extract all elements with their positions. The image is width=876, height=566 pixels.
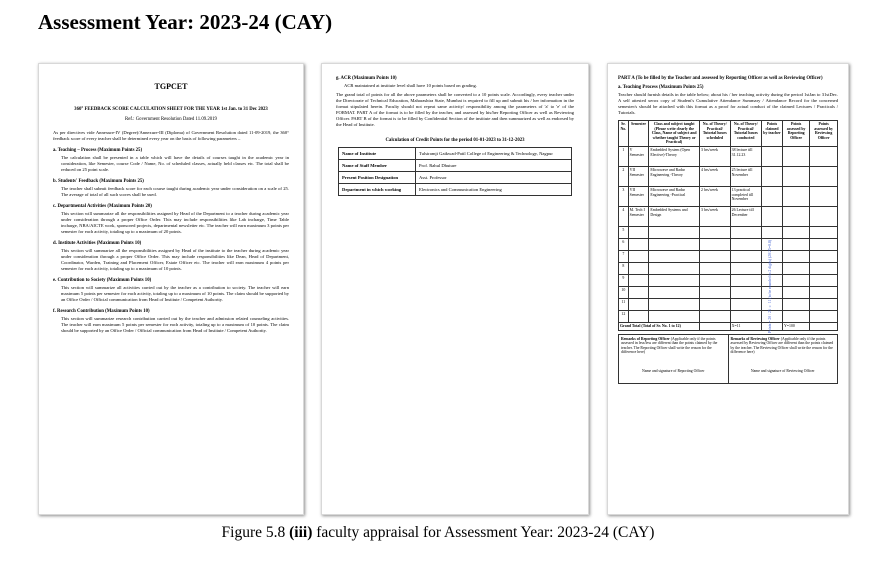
table-row	[619, 186, 838, 206]
field-label: Present Position Designation	[339, 172, 416, 184]
sr-no-cell: 6	[619, 238, 629, 250]
reporting-remarks-note: (Applicable only if the points assessed in less/less are different than the points claimed by the teacher. The Reporting Officer shall write the reason for the difference here)	[621, 336, 718, 355]
field-label: Department in which working	[339, 184, 416, 196]
points-claimed-cell	[762, 206, 783, 226]
table-row	[619, 298, 838, 310]
reviewing-points-cell	[810, 146, 838, 166]
reference-line: Ref.: Government Resolution Dated 11.09.2019	[125, 117, 217, 122]
hours-conducted-cell	[730, 262, 761, 274]
reporting-remarks-title: Remarks of Reporting Officer	[621, 336, 670, 341]
subject-cell	[649, 286, 700, 298]
sr-no-cell: 12	[619, 310, 629, 322]
sheet-title: 360° FEEDBACK SCORE CALCULATION SHEET FOR THE YEAR 1st Jan. to 31 Dec 2023	[74, 107, 268, 112]
reviewing-points-cell	[810, 310, 838, 322]
semester-cell: M. Tech I Semester	[628, 206, 649, 226]
table-row	[619, 310, 838, 322]
reporting-points-cell	[783, 166, 810, 186]
hours-conducted-cell: 25 lecture till November	[730, 166, 761, 186]
hours-scheduled-cell	[699, 250, 730, 262]
page-heading: Assessment Year: 2023-24 (CAY)	[38, 10, 333, 34]
grand-total-x: X=11	[730, 322, 761, 330]
semester-cell: VII Semester	[628, 186, 649, 206]
subject-cell	[649, 238, 700, 250]
reporting-points-cell	[783, 186, 810, 206]
document-page-2	[321, 63, 589, 515]
parameter-title: f. Research Contribution (Maximum Points 10)	[53, 309, 150, 314]
table-row	[619, 274, 838, 286]
points-claimed-cell	[762, 226, 783, 238]
table-row	[619, 250, 838, 262]
hours-scheduled-cell	[699, 226, 730, 238]
grand-total-y: Y=100	[783, 322, 810, 330]
reviewing-points-cell	[810, 250, 838, 262]
parameter-description: This section will summarize research contribution carried out by the teacher and admission related counseling activities. The teacher will earn maximum 5 points per semester for each activity, totaling up to a maximum of 10 points. The claim should be supported by an Office Order / Official communication from Head of Institute / Competent Authority.	[61, 316, 289, 333]
points-claimed-cell	[762, 186, 783, 206]
reviewing-points-cell	[810, 226, 838, 238]
points-claimed-cell	[762, 298, 783, 310]
parameter-description: This section will summarize all the responsibilities assigned by Head of the institute to the teacher during academic year under consideration through a proper Office Order. This may include responsibilities like Dean, Head of Department, Coordinator, Warden, Training and Placement Officer, Estate Officer etc. The teacher will earn maximum 4 points per semester for each activity, totaling up to a maximum of 10 points.	[61, 248, 289, 271]
parameter-description: This section will summarize all activities carried out by the teacher as a contribution to society. The teacher will earn maximum 5 points per semester for each activity, totaling up to a maximum of 10 points. The claim should be supported by an Office Order / Official communication from Head of Institute / Competent Authority.	[61, 285, 289, 302]
points-claimed-cell	[762, 146, 783, 166]
sr-no-cell: 8	[619, 262, 629, 274]
field-value: Electronics and Communication Engineering	[416, 184, 572, 196]
subject-cell: Embedded System (Open Elective)-Theory	[649, 146, 700, 166]
intro-paragraph: As per directives vide Annexure-IV (Degree)/Annexure-III (Diploma) of Government Resolution dated 11-09-2019, the 360° feedback score of every teacher shall be determined every year on the basis of following parameters –	[53, 130, 289, 141]
points-claimed-cell	[762, 166, 783, 186]
field-label: Name of Institute	[339, 148, 416, 160]
parameter-description: The calculation shall be presented in a table which will have the details of courses taught in the academic year in consideration, like Semester, course Code / Name, No. of scheduled classes, actually held classes etc. The total shall be reduced on 25 point scale.	[61, 155, 289, 172]
calc-title: Calculation of Credit Points for the period 01-01-2023 to 31-12-2023	[385, 138, 525, 143]
column-header: No. of Theory/ Practical/ Tutorial hours scheduled	[699, 121, 730, 147]
teaching-process-title: a. Teaching Process (Maximum Points 25)	[618, 85, 704, 90]
reporting-points-cell	[783, 206, 810, 226]
document-page-3	[607, 63, 849, 515]
semester-cell	[628, 250, 649, 262]
subject-cell: Embedded Systems and Design	[649, 206, 700, 226]
column-header: Points claimed by teacher	[762, 121, 783, 147]
staff-info-table	[338, 147, 572, 196]
parameter-description: This section will summarize all the responsibilities assigned by Head of the Department to a teacher during academic year under consideration through a proper Office Order. This may include responsibilities like Lab incharge, Time Table incharge, NBA/AICTE work, sponsored projects, departmental newsletter etc. The teacher will earn maximum 3 points per semester for each activity, totaling up to a maximum of 20 points.	[61, 211, 289, 234]
subject-cell: Microwave and Radar Engineering -Theory	[649, 166, 700, 186]
remarks-table	[618, 334, 838, 384]
parameter-title: a. Teaching – Process (Maximum Points 25)	[53, 148, 143, 153]
table-row	[619, 166, 838, 186]
semester-cell: V Semester	[628, 146, 649, 166]
reporting-officer-signature: Name and signature of Reporting Officer	[642, 368, 705, 373]
hours-conducted-cell	[730, 250, 761, 262]
table-row	[619, 286, 838, 298]
table-row	[339, 148, 572, 160]
column-header: Sr. No.	[619, 121, 629, 147]
hours-conducted-cell	[730, 298, 761, 310]
column-header: Points assessed by Reporting Officer	[783, 121, 810, 147]
subject-cell	[649, 250, 700, 262]
hours-scheduled-cell: 2 hrs/week	[699, 186, 730, 206]
hours-conducted-cell: 26 Lecture till December	[730, 206, 761, 226]
reviewing-remarks-title: Remarks of Reviewing Officer	[730, 336, 780, 341]
field-value: Tulsiramji Gaikwad-Patil College of Engineering & Technology, Nagpur	[416, 148, 572, 160]
parameter-title: e. Contribution to Society (Maximum Points 10)	[53, 278, 152, 283]
points-claimed-cell	[762, 250, 783, 262]
hours-scheduled-cell	[699, 274, 730, 286]
subject-cell	[649, 274, 700, 286]
hours-scheduled-cell	[699, 238, 730, 250]
points-claimed-cell	[762, 274, 783, 286]
semester-cell	[628, 274, 649, 286]
sr-no-cell: 4	[619, 206, 629, 226]
table-row	[619, 262, 838, 274]
points-claimed-cell	[762, 238, 783, 250]
reporting-points-cell	[783, 310, 810, 322]
parameter-title: b. Students' Feedback (Maximum Points 25)	[53, 179, 144, 184]
field-value: Asst. Professor	[416, 172, 572, 184]
part-a-title: PART A (To be filled by the Teacher and assessed by Reporting Officer as well as Reviewing Officer)	[618, 76, 823, 81]
institute-abbrev: TGPCET	[154, 82, 188, 91]
grand-total-paragraph: The grand total of points for all the above parameters shall be converted to a 10 points scale. Accordingly, every teacher under the Directorate of Technical Education, Maharashtra State, Mumbai is required to fill up and submit his / her information in the format stipulated herein. Faculty should not repeat same activity/ responsibility among the parameters of 'a' to 'e' of the FORMAT. PART A of the format is to be filled by the teacher, and assessed by his/her Reporting Officer as well as Reviewing Officer. PART B of the format is to be filled by Confidential Section of the institute and then summarized as well as endorsed by the Head of Institute.	[336, 92, 574, 127]
hours-conducted-cell: 13 practical completed till November	[730, 186, 761, 206]
parameter-title: d. Institute Activities (Maximum Points 10)	[53, 241, 142, 246]
teaching-table	[618, 120, 838, 334]
semester-cell	[628, 226, 649, 238]
hours-scheduled-cell	[699, 310, 730, 322]
caption-prefix: Figure 5.8	[221, 524, 290, 541]
column-header: Points assessed by Reviewing Officer	[810, 121, 838, 147]
sr-no-cell: 3	[619, 186, 629, 206]
hours-conducted-cell	[730, 286, 761, 298]
semester-cell	[628, 298, 649, 310]
hours-conducted-cell	[730, 226, 761, 238]
reviewing-points-cell	[810, 298, 838, 310]
table-row	[619, 238, 838, 250]
points-claimed-cell	[762, 286, 783, 298]
points-claimed-cell	[762, 310, 783, 322]
hours-conducted-cell	[730, 274, 761, 286]
table-row	[339, 184, 572, 196]
hours-scheduled-cell: 3 hrs/week	[699, 146, 730, 166]
semester-cell	[628, 238, 649, 250]
points-claimed-cell	[762, 262, 783, 274]
reviewing-points-cell	[810, 274, 838, 286]
grand-total-label: Grand Total (Total of Sr. No. 1 to 12)	[619, 322, 700, 330]
hours-scheduled-cell	[699, 298, 730, 310]
reporting-points-cell	[783, 226, 810, 238]
subject-cell	[649, 298, 700, 310]
reviewing-points-cell	[810, 238, 838, 250]
reviewing-points-cell	[810, 286, 838, 298]
sr-no-cell: 2	[619, 166, 629, 186]
field-value: Prof. Rahul Dhuture	[416, 160, 572, 172]
semester-cell	[628, 310, 649, 322]
caption-suffix: faculty appraisal for Assessment Year: 2023-24 (CAY)	[312, 524, 655, 541]
acr-line: ACR maintained at institute level shall have 10 points based on grading.	[344, 83, 477, 88]
hours-scheduled-cell: 4 hrs/week	[699, 166, 730, 186]
reporting-points-cell	[783, 250, 810, 262]
column-header: No. of Theory/ Practical/ Tutorial hours conducted	[730, 121, 761, 147]
hours-conducted-cell: 38 lecture till 31.12.23	[730, 146, 761, 166]
sr-no-cell: 10	[619, 286, 629, 298]
table-row	[619, 206, 838, 226]
sr-no-cell: 11	[619, 298, 629, 310]
points-side-note: Points = 20 / 25 × 11 (to be rounded to 2 digits) (20/25=0.8)	[768, 240, 772, 334]
sr-no-cell: 1	[619, 146, 629, 166]
sr-no-cell: 5	[619, 226, 629, 238]
subject-cell: Microwave and Radar Engineering -Practical	[649, 186, 700, 206]
table-row	[339, 172, 572, 184]
reporting-points-cell	[783, 298, 810, 310]
sr-no-cell: 9	[619, 274, 629, 286]
table-row	[619, 226, 838, 238]
teaching-paragraph: Teacher should furnish details in the table below; about his / her teaching activity during the period 1stJan to 31stDec. A self attested xerox copy of Student's Cumulative Attendance Summary / Attendance Record for the concerned semester/s should be attached with this format as a proof for actual conduct of the claimed Lectures / Practicals / Tutorials.	[618, 92, 838, 115]
acr-title: g. ACR (Maximum Points 10)	[336, 76, 397, 81]
caption-bold: (iii)	[289, 524, 313, 541]
reviewing-remarks-note: (Applicable only if the points assessed by Reviewing Officer are different than the points claimed by the teacher. The Reviewing Officer shall write the reason for the difference here)	[730, 336, 834, 355]
hours-conducted-cell	[730, 238, 761, 250]
subject-cell	[649, 310, 700, 322]
reviewing-points-cell	[810, 262, 838, 274]
reporting-points-cell	[783, 238, 810, 250]
reporting-points-cell	[783, 286, 810, 298]
parameter-list	[39, 148, 303, 334]
hours-scheduled-cell	[699, 286, 730, 298]
subject-cell	[649, 262, 700, 274]
figure-caption	[0, 524, 876, 542]
hours-scheduled-cell	[699, 262, 730, 274]
parameter-title: c. Departmental Activities (Maximum Points 20)	[53, 204, 152, 209]
reviewing-officer-signature: Name and signature of Reviewing Officer	[750, 368, 815, 373]
column-header: Semester	[628, 121, 649, 147]
hours-conducted-cell	[730, 310, 761, 322]
reporting-points-cell	[783, 262, 810, 274]
reporting-points-cell	[783, 274, 810, 286]
reviewing-points-cell	[810, 206, 838, 226]
table-row	[619, 146, 838, 166]
subject-cell	[649, 226, 700, 238]
reporting-points-cell	[783, 146, 810, 166]
parameter-description: The teacher shall submit feedback score for each course taught during academic year under consideration on a scale of 25. The average of total of all such scores shall be used.	[61, 186, 289, 197]
reviewing-points-cell	[810, 186, 838, 206]
reviewing-points-cell	[810, 166, 838, 186]
semester-cell: VII Semester	[628, 166, 649, 186]
semester-cell	[628, 286, 649, 298]
document-page-1	[38, 63, 304, 515]
field-label: Name of Staff Member	[339, 160, 416, 172]
semester-cell	[628, 262, 649, 274]
hours-scheduled-cell: 3 hrs/week	[699, 206, 730, 226]
sr-no-cell: 7	[619, 250, 629, 262]
column-header: Class and subject taught (Please write clearly the Class, Name of subject and whether taught Theory or Practical)	[649, 121, 700, 147]
table-row	[339, 160, 572, 172]
